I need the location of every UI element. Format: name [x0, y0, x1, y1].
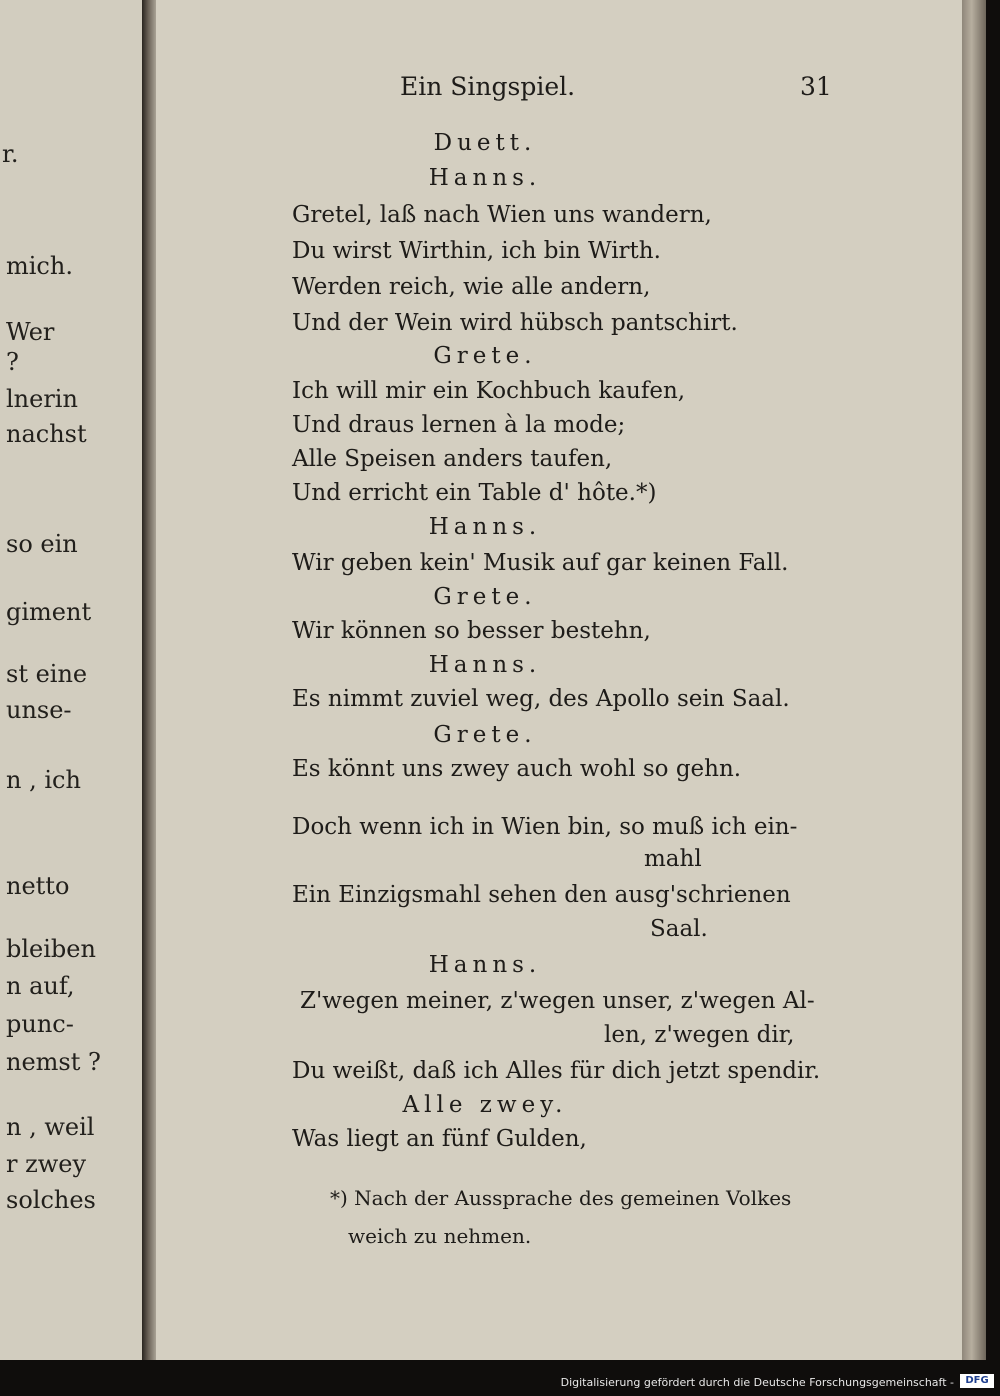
left-fragment: Wer — [6, 318, 55, 346]
speaker-name: Grete. — [433, 722, 537, 748]
left-fragment: lnerin — [6, 385, 78, 413]
verse-line: Gretel, laß nach Wien uns wandern, — [292, 202, 712, 228]
left-fragment: punc- — [6, 1010, 74, 1038]
left-fragment: r. — [2, 140, 19, 168]
speaker-name: Hanns. — [428, 652, 542, 678]
left-fragment: netto — [6, 872, 70, 900]
left-fragment: n , weil — [6, 1113, 95, 1141]
left-fragment: nemst ? — [6, 1048, 101, 1076]
dfg-logo: DFG — [960, 1374, 994, 1388]
left-fragment: so ein — [6, 530, 78, 558]
running-header: Ein Singspiel. — [400, 72, 576, 101]
verse-line: Es nimmt zuviel weg, des Apollo sein Saal. — [292, 686, 790, 712]
digitization-credit: Digitalisierung gefördert durch die Deutsche Forschungsgemeinschaft - — [560, 1376, 954, 1389]
verse-line: Ein Einzigsmahl sehen den ausg'schrienen — [292, 882, 791, 908]
speaker-name: Hanns. — [428, 952, 542, 978]
left-fragment: nachst — [6, 420, 87, 448]
left-fragment: unse- — [6, 696, 72, 724]
page-number: 31 — [800, 72, 832, 101]
left-fragment: mich. — [6, 252, 73, 280]
verse-line: Und der Wein wird hübsch pantschirt. — [292, 310, 738, 336]
verse-line: Wir können so besser bestehn, — [292, 618, 651, 644]
left-page — [0, 0, 142, 1360]
verse-line: mahl — [644, 846, 702, 872]
left-fragment: n , ich — [6, 766, 81, 794]
footnote-line: *) Nach der Aussprache des gemeinen Volkes — [330, 1186, 792, 1210]
verse-line: Und erricht ein Table d' hôte.*) — [292, 480, 657, 506]
verse-line: Du wirst Wirthin, ich bin Wirth. — [292, 238, 661, 264]
footnote-line: weich zu nehmen. — [348, 1224, 532, 1248]
verse-line: Alle Speisen anders taufen, — [292, 446, 613, 472]
verse-line: Werden reich, wie alle andern, — [292, 274, 651, 300]
verse-line: Saal. — [650, 916, 708, 942]
verse-line: Du weißt, daß ich Alles für dich jetzt spendir. — [292, 1058, 821, 1084]
left-fragment: bleiben — [6, 935, 96, 963]
left-fragment: n auf, — [6, 972, 75, 1000]
speaker-name: Hanns. — [428, 514, 542, 540]
left-fragment: r zwey — [6, 1150, 87, 1178]
left-fragment: solches — [6, 1186, 96, 1214]
page-edge — [962, 0, 986, 1360]
left-fragment: st eine — [6, 660, 88, 688]
verse-line: Und draus lernen à la mode; — [292, 412, 626, 438]
speaker-name: Grete. — [433, 343, 537, 369]
verse-line: Wir geben kein' Musik auf gar keinen Fall. — [292, 550, 789, 576]
section-heading: Duett. — [433, 130, 537, 156]
left-fragment: ? — [6, 348, 19, 376]
speaker-name: Alle zwey. — [402, 1092, 568, 1118]
verse-line: len, z'wegen dir, — [604, 1022, 795, 1048]
speaker-name: Hanns. — [428, 165, 542, 191]
verse-line: Was liegt an fünf Gulden, — [292, 1126, 587, 1152]
verse-line: Ich will mir ein Kochbuch kaufen, — [292, 378, 686, 404]
verse-line: Es könnt uns zwey auch wohl so gehn. — [292, 756, 742, 782]
speaker-name: Grete. — [433, 584, 537, 610]
verse-line: Doch wenn ich in Wien bin, so muß ich ein- — [292, 814, 798, 840]
verse-line: Z'wegen meiner, z'wegen unser, z'wegen Al- — [300, 988, 815, 1014]
left-fragment: giment — [6, 598, 92, 626]
